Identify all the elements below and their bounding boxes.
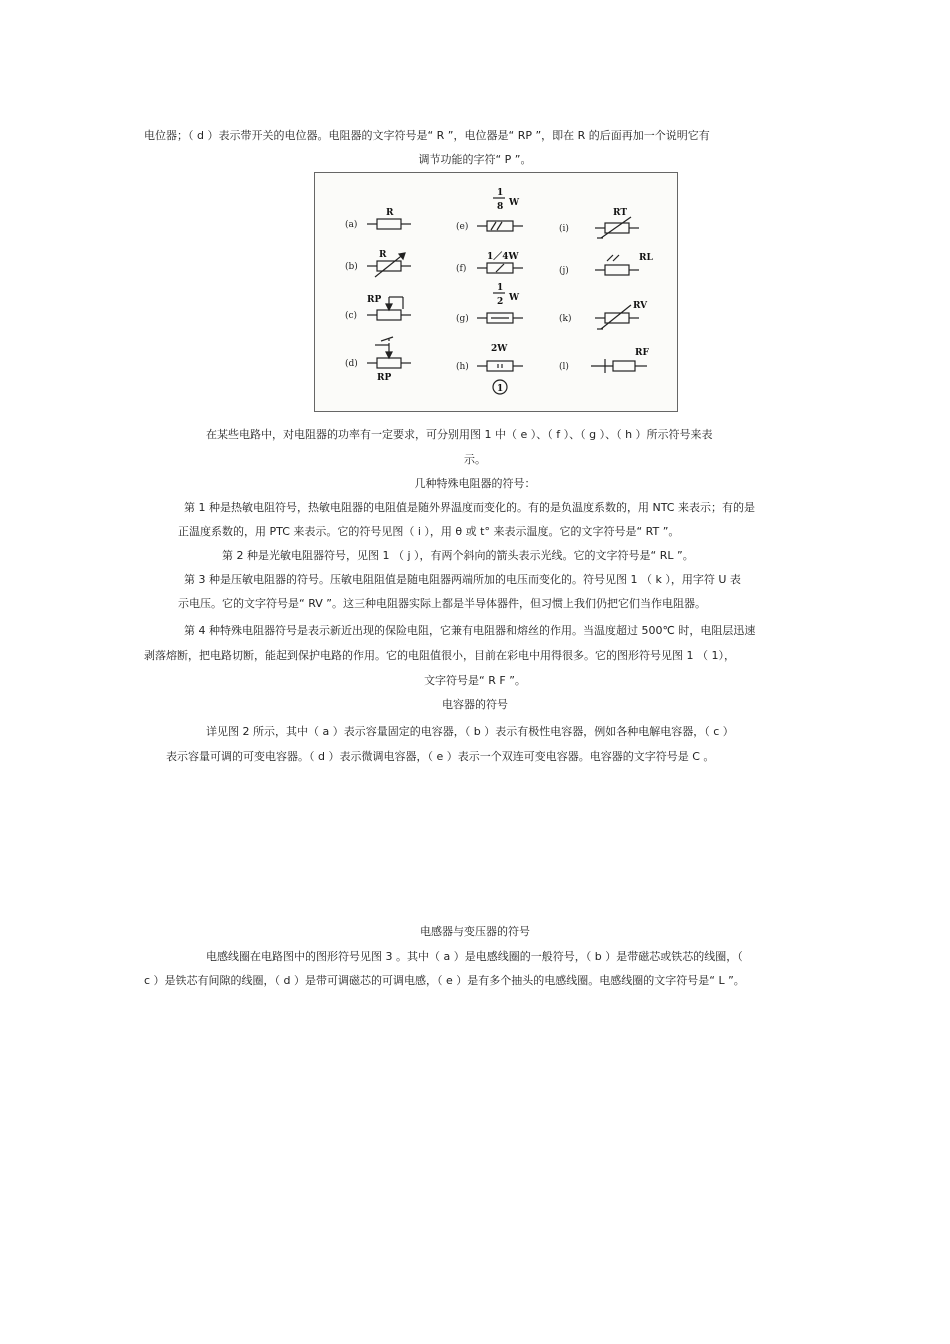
p1-line2: 调节功能的字符“ P ”。 [418,153,532,166]
g-watt: W [509,293,520,303]
symbol-text-R-a: R [386,208,394,218]
symbol-text-RF: RF [635,348,649,358]
p6-line3: 文字符号是“ R F ”。 [424,674,526,687]
label-g: (g) [456,314,469,324]
heading-capacitors: 电容器的符号 [442,698,508,711]
label-k: (k) [559,314,572,324]
heading-inductors: 电感器与变压器的符号 [420,925,530,938]
p1-line1: 电位器；（ d ）表示带开关的电位器。电阻器的文字符号是“ R ”，电位器是“ RP ”，即在 R 的后面再加一个说明它有 [144,129,710,142]
p8-line2: c ）是铁芯有间隙的线圈，（ d ）是带可调磁芯的可调电感，（ e ）是有多个抽头的电感线圈。电感线圈的文字符号是“ L ”。 [144,974,745,987]
p7-line2: 表示容量可调的可变电容器。（ d ）表示微调电容器，（ e ）表示一个双连可变电容器。电容器的文字符号是 C 。 [166,750,715,763]
symbol-text-RV: RV [633,301,648,311]
label-f: (f) [456,264,467,274]
g-numerator: 1 [497,283,504,293]
e-numerator: 1 [497,188,504,198]
e-denominator: 8 [497,202,504,212]
label-h: (h) [456,362,469,372]
p8-line1: 电感线圈在电路图中的图形符号见图 3 。其中（ a ）是电感线圈的一般符号，（ b ）是带磁芯或铁芯的线圈，（ [206,950,743,963]
symbol-text-RP-c: RP [367,295,382,305]
label-e: (e) [456,222,469,232]
p3-line2: 正温度系数的，用 PTC 来表示。它的符号见图（ i ），用 θ 或 t° 来表示温度。它的文字符号是“ RT ”。 [178,525,680,538]
symbol-text-RT: RT [613,208,628,218]
p5-line1: 第 3 种是压敏电阻器的符号。压敏电阻阻值是随电阻器两端所加的电压而变化的。符号见图 1 （ k ），用字符 U 表 [184,573,741,586]
p5-line2: 示电压。它的文字符号是“ RV ”。这三种电阻器实际上都是半导体器件，但习惯上我们仍把它们当作电阻器。 [178,597,706,610]
label-c: (c) [345,311,358,321]
e-watt: W [509,198,520,208]
heading-special-resistors: 几种特殊电阻器的符号： [414,477,536,490]
p6-line2: 剥落熔断，把电路切断，能起到保护电路的作用。它的电阻值很小，目前在彩电中用得很多。它的图形符号见图 1 （ 1）， [144,649,735,662]
p2-line1: 在某些电路中，对电阻器的功率有一定要求，可分别用图 1 中（ e ）、（ f ）、（ g ）、（ h ）所示符号来表 [206,428,713,441]
symbol-text-RL: RL [639,253,653,263]
g-denominator: 2 [497,297,504,307]
label-j: (j) [559,266,569,276]
figure-1-svg [315,173,677,411]
symbol-text-R-b: R [379,250,387,260]
f-power: 1／4W [487,252,519,262]
label-d: (d) [345,359,358,369]
label-i: (i) [559,224,569,234]
p3-line1: 第 1 种是热敏电阻符号，热敏电阻器的电阻值是随外界温度而变化的。有的是负温度系数的，用 NTC 来表示；有的是 [184,501,755,514]
symbol-text-RP-d: RP [377,373,392,383]
label-l: (l) [559,362,569,372]
p6-line1: 第 4 种特殊电阻器符号是表示新近出现的保险电阻，它兼有电阻器和熔丝的作用。当温度超过 500℃ 时，电阻层迅速 [184,624,756,637]
p4-line: 第 2 种是光敏电阻器符号，见图 1 （ j ），有两个斜向的箭头表示光线。它的文字符号是“ RL ”。 [222,549,694,562]
p7-line1: 详见图 2 所示，其中（ a ）表示容量固定的电容器，（ b ）表示有极性电容器，例如各种电解电容器，（ c ） [206,725,734,738]
label-b: (b) [345,262,358,272]
label-a: (a) [345,220,358,230]
p2-line2: 示。 [464,453,486,466]
figure-number: 1 [497,384,504,394]
h-power: 2W [491,344,508,354]
figure-1-resistor-symbols [314,172,678,412]
